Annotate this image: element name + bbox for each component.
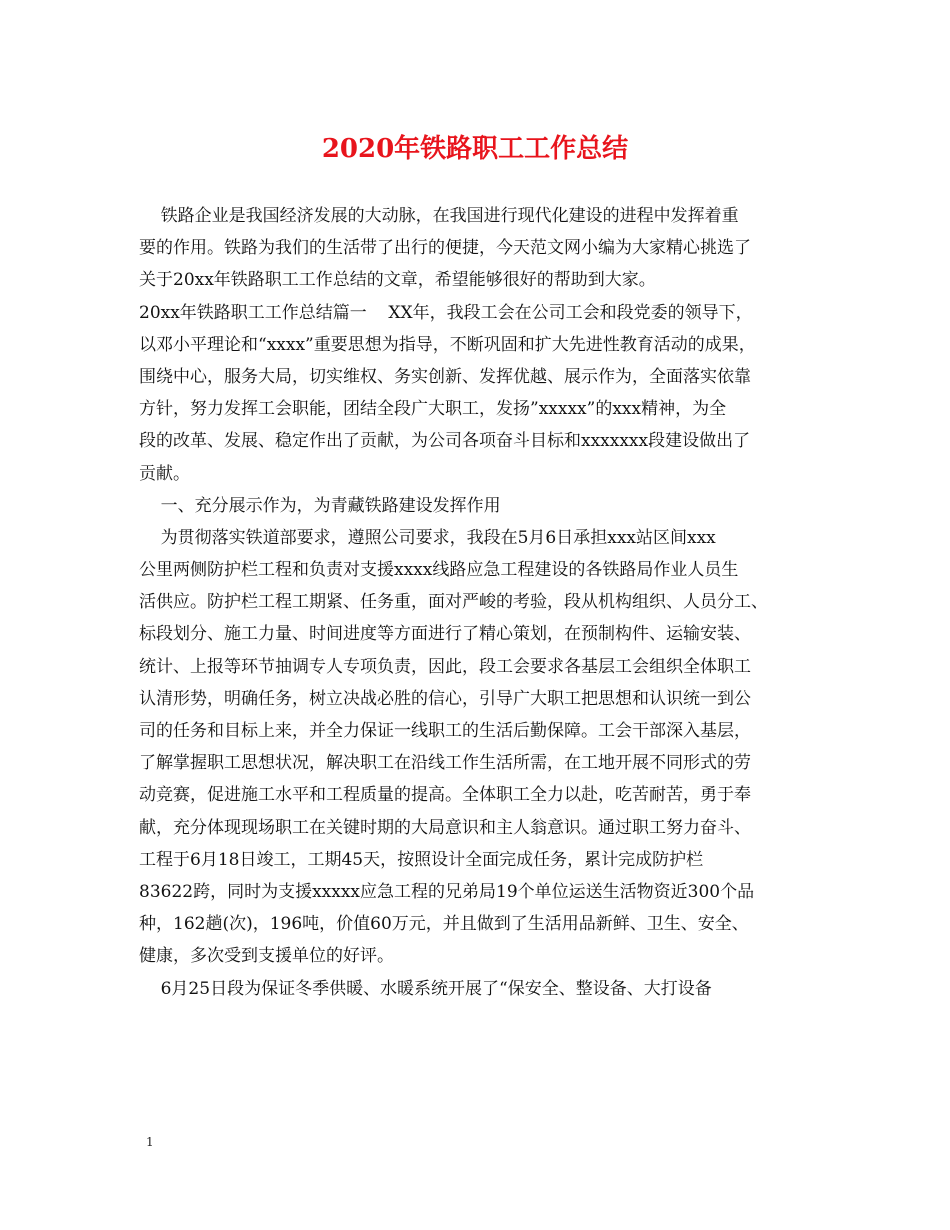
body-line: 了解掌握职工思想状况，解决职工在沿线工作生活所需，在工地开展不同形式的劳 (139, 753, 751, 774)
document-title: 2020年铁路职工工作总结 (321, 134, 629, 164)
body-line: 种，162趟(次)，196吨，价值60万元，并且做到了生活用品新鲜、卫生、安全、 (139, 914, 749, 935)
body-line: 献，充分体现现场职工在关键时期的大局意识和主人翁意识。通过职工努力奋斗、 (139, 817, 751, 838)
body-line: 标段划分、施工力量、时间进度等方面进行了精心策划，在预制构件、运输安装、 (139, 624, 751, 645)
body-line: 铁路企业是我国经济发展的大动脉，在我国进行现代化建设的进程中发挥着重 (139, 206, 739, 226)
page-number: 1 (146, 1135, 154, 1149)
body-line: 83622跨，同时为支援xxxxx应急工程的兄弟局19个单位运送生活物资近300个品 (139, 881, 755, 902)
body-line: 公里两侧防护栏工程和负责对支援xxxx线路应急工程建设的各铁路局作业人员生 (139, 560, 739, 581)
body-line: 方针，努力发挥工会职能，团结全段广大职工，发扬”xxxxx”的xxx精神，为全 (139, 399, 727, 420)
body-line: 以邓小平理论和“xxxx”重要思想为指导，不断巩固和扩大先进性教育活动的成果， (139, 334, 756, 355)
body-line: 司的任务和目标上来，并全力保证一线职工的生活后勤保障。工会干部深入基层， (139, 721, 751, 741)
document-body (139, 200, 829, 1005)
body-line: 活供应。防护栏工程工期紧、任务重，面对严峻的考验，段从机构组织、人员分工、 (139, 592, 768, 613)
body-line: 6月25日段为保证冬季供暖、水暖系统开展了“保安全、整设备、大打设备 (139, 978, 712, 999)
section-heading: 一、充分展示作为，为青藏铁路建设发挥作用 (139, 495, 501, 516)
body-line: 统计、上报等环节抽调专人专项负责，因此，段工会要求各基层工会组织全体职工 (139, 656, 751, 677)
body-line: 关于20xx年铁路职工工作总结的文章，希望能够很好的帮助到大家。 (139, 270, 656, 291)
body-line: 20xx年铁路职工工作总结篇一 XX年，我段工会在公司工会和段党委的领导下， (139, 302, 753, 323)
body-line: 为贯彻落实铁道部要求，遵照公司要求，我段在5月6日承担xxx站区间xxx (139, 527, 716, 548)
body-line: 工程于6月18日竣工，工期45天，按照设计全面完成任务，累计完成防护栏 (139, 849, 704, 870)
body-line: 认清形势，明确任务，树立决战必胜的信心，引导广大职工把思想和认识统一到公 (139, 688, 751, 709)
body-line: 动竞赛，促进施工水平和工程质量的提高。全体职工全力以赴，吃苦耐苦，勇于奉 (139, 785, 751, 806)
body-line: 健康，多次受到支援单位的好评。 (139, 946, 394, 967)
body-line: 要的作用。铁路为我们的生活带了出行的便捷，今天范文网小编为大家精心挑选了 (139, 238, 751, 259)
body-line: 贡献。 (139, 463, 190, 484)
body-line: 段的改革、发展、稳定作出了贡献，为公司各项奋斗目标和xxxxxxx段建设做出了 (139, 431, 751, 452)
body-line: 围绕中心，服务大局，切实维权、务实创新、发挥优越、展示作为，全面落实依靠 (139, 366, 751, 387)
